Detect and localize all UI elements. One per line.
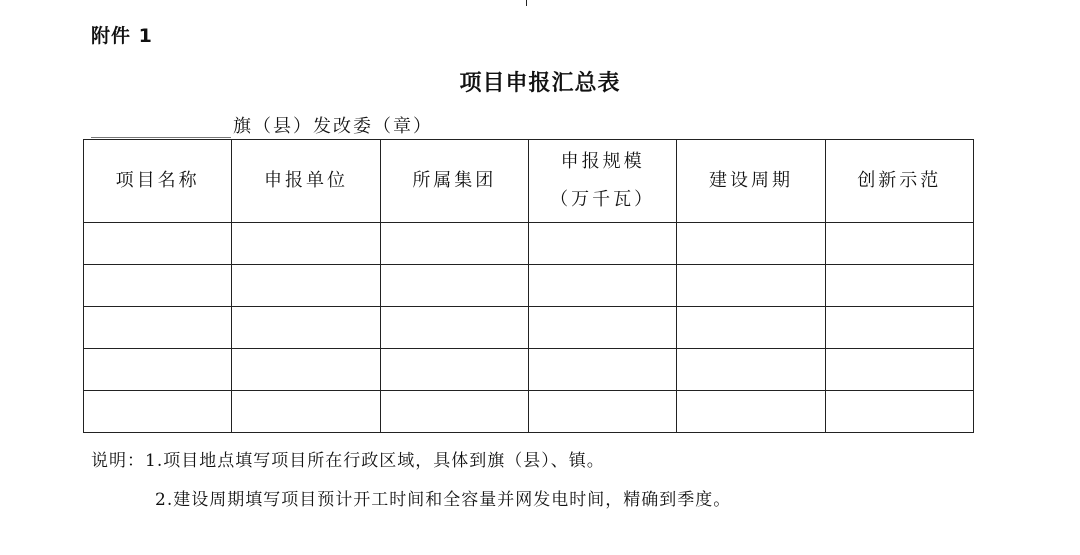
table-cell[interactable] — [232, 391, 380, 433]
table-cell[interactable] — [677, 265, 825, 307]
page-title: 项目申报汇总表 — [459, 71, 621, 96]
issuer-text: 旗（县）发改委（章） — [233, 116, 433, 137]
col-header-applicant — [232, 140, 380, 223]
table-cell[interactable] — [84, 265, 232, 307]
table-cell[interactable] — [825, 349, 973, 391]
note-text: 1.项目地点填写项目所在行政区域，具体到旗（县）、镇。 — [145, 451, 605, 471]
col-header-scale — [528, 140, 676, 223]
col-header-label: 申报单位 — [263, 170, 348, 191]
col-header-construction-period — [677, 140, 825, 223]
table-body — [84, 223, 974, 433]
table-cell[interactable] — [232, 265, 380, 307]
table-cell[interactable] — [380, 391, 528, 433]
table-cell[interactable] — [528, 223, 676, 265]
table-cell[interactable] — [84, 391, 232, 433]
note-item — [91, 488, 731, 527]
col-header-label: 项目名称 — [115, 170, 200, 191]
table-cell[interactable] — [84, 223, 232, 265]
col-header-group — [380, 140, 528, 223]
attachment-label: 附件 1 — [91, 25, 153, 47]
table-row — [84, 223, 974, 265]
table-cell[interactable] — [528, 349, 676, 391]
table-cell[interactable] — [677, 223, 825, 265]
table-cell[interactable] — [232, 307, 380, 349]
col-header-label: 所属集团 — [412, 170, 497, 191]
col-header-label: 建设周期 — [708, 170, 793, 191]
table-row — [84, 349, 974, 391]
table-cell[interactable] — [677, 307, 825, 349]
col-header-project-name — [84, 140, 232, 223]
table-cell[interactable] — [677, 349, 825, 391]
table-cell[interactable] — [84, 349, 232, 391]
table-cell[interactable] — [380, 223, 528, 265]
col-header-unit: （万千瓦） — [550, 189, 656, 210]
issuer-blank-field[interactable] — [91, 117, 231, 138]
table-cell[interactable] — [232, 223, 380, 265]
table-cell[interactable] — [528, 265, 676, 307]
table-cell[interactable] — [84, 307, 232, 349]
table-cell[interactable] — [380, 307, 528, 349]
table-row — [84, 307, 974, 349]
notes-prefix: 说明： — [91, 451, 145, 471]
col-header-innovation-demo — [825, 140, 973, 223]
table-cell[interactable] — [528, 307, 676, 349]
notes-section — [91, 449, 731, 527]
table-row — [84, 391, 974, 433]
col-header-label: 申报规模 — [560, 151, 645, 172]
table-cell[interactable] — [232, 349, 380, 391]
note-text: 2.建设周期填写项目预计开工时间和全容量并网发电时间，精确到季度。 — [155, 490, 732, 510]
table-cell[interactable] — [825, 265, 973, 307]
table-cell[interactable] — [380, 265, 528, 307]
table-cell[interactable] — [825, 391, 973, 433]
table-cell[interactable] — [825, 223, 973, 265]
issuer-line — [91, 112, 433, 138]
table-row — [84, 265, 974, 307]
table-cell[interactable] — [677, 391, 825, 433]
table-cell[interactable] — [380, 349, 528, 391]
note-item — [91, 449, 731, 488]
page-edge-mark — [526, 0, 527, 6]
table-cell[interactable] — [528, 391, 676, 433]
header-row — [84, 140, 974, 223]
summary-table — [83, 139, 974, 433]
col-header-label: 创新示范 — [857, 170, 942, 191]
table-cell[interactable] — [825, 307, 973, 349]
